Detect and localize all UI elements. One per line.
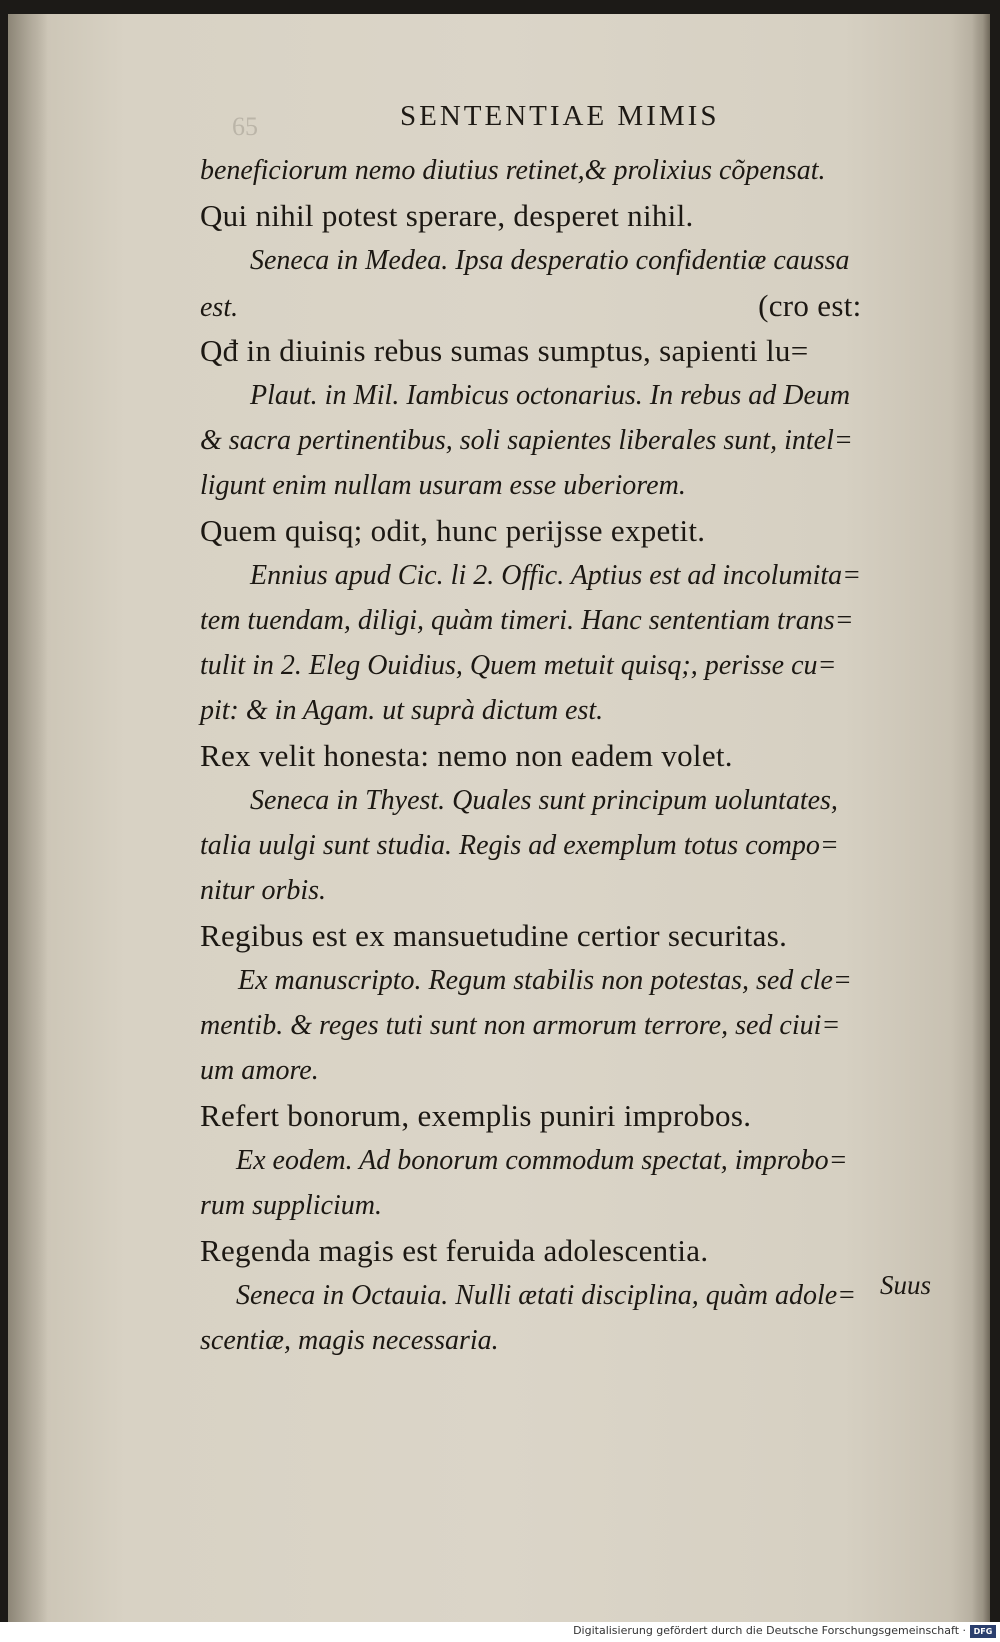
comment-line: scentiæ, magis necessaria. [200,1325,499,1356]
sentence-line: Qđ in diuinis rebus sumas sumptus, sapienti lu= [200,333,809,368]
comment-line: & sacra pertinentibus, soli sapientes liberales sunt, intel= [200,425,853,456]
comment-line: mentib. & reges tuti sunt non armorum terrore, sed ciui= [200,1010,841,1041]
sentence-line: Regibus est ex mansuetudine certior securitas. [200,918,788,953]
comment-line: ligunt enim nullam usuram esse uberiorem. [200,470,686,501]
sentence-line: Quem quisq; odit, hunc perijsse expetit. [200,513,706,548]
page-gutter-shadow [8,14,48,1622]
dfg-logo-icon: DFG [970,1625,996,1638]
comment-line: talia uulgi sunt studia. Regis ad exemplum totus compo= [200,830,839,861]
comment-line: pit: & in Agam. ut suprà dictum est. [200,695,604,726]
folio-number: 65 [232,112,258,141]
line-tail: (cro est: [758,288,862,323]
comment-line: Plaut. in Mil. Iambicus octonarius. In rebus ad Deum [250,380,851,411]
comment-line: Seneca in Octauia. Nulli ætati disciplina, quàm adole= [236,1280,857,1311]
comment-line: um amore. [200,1055,319,1086]
footer-bar [0,1622,1000,1642]
sentence-line: Refert bonorum, exemplis puniri improbos. [200,1098,752,1133]
comment-line: tem tuendam, diligi, quàm timeri. Hanc sententiam trans= [200,605,854,636]
comment-line: nitur orbis. [200,875,327,906]
sentence-line: Rex velit honesta: nemo non eadem volet. [200,738,733,773]
sentence-line: Qui nihil potest sperare, desperet nihil. [200,198,694,233]
comment-line: Seneca in Thyest. Quales sunt principum uoluntates, [250,785,838,816]
comment-line: Ex manuscripto. Regum stabilis non potestas, sed cle= [238,965,852,996]
running-head: SENTENTIAE MIMIS [400,100,720,132]
comment-line: Seneca in Medea. Ipsa desperatio confidentiæ caussa [250,245,850,276]
comment-line: tulit in 2. Eleg Ouidius, Quem metuit quisq;, perisse cu= [200,650,837,681]
catchword: Suus [880,1270,932,1300]
comment-line: beneficiorum nemo diutius retinet,& prolixius cõpensat. [200,155,826,186]
footer-credit: Digitalisierung gefördert durch die Deutsche Forschungsgemeinschaft · [573,1624,966,1637]
text-block [200,148,980,1363]
comment-line: rum supplicium. [200,1190,382,1221]
comment-line: Ex eodem. Ad bonorum commodum spectat, improbo= [236,1145,848,1176]
sentence-line: Regenda magis est feruida adolescentia. [200,1233,709,1268]
comment-line: Ennius apud Cic. li 2. Offic. Aptius est ad incolumita= [250,560,862,591]
comment-line: est. (cro est: [200,288,862,323]
